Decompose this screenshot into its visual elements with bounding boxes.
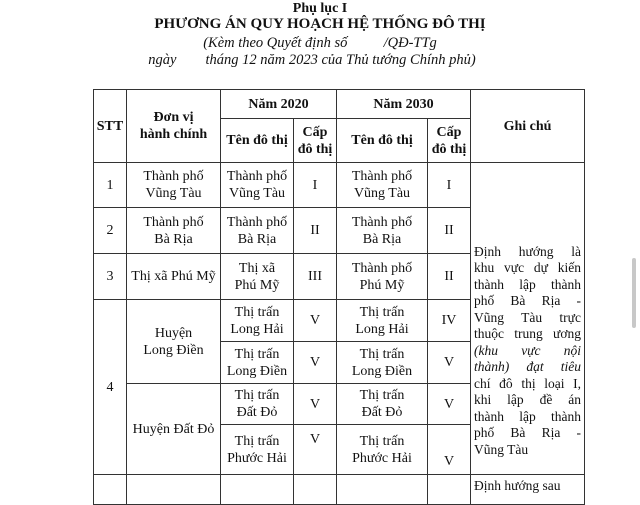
table-row: Thị trấn Long Điền V Thị trấn Long Điền V — [94, 342, 585, 384]
header-note: Ghi chú — [471, 90, 585, 163]
date-prefix: ngày — [148, 52, 177, 68]
table-row: Thị trấn Phước Hải V Thị trấn Phước Hải V — [94, 425, 585, 475]
decision-suffix: /QĐ-TTg — [383, 35, 437, 51]
header-stt: STT — [94, 90, 127, 163]
header-name-2030: Tên đô thị — [337, 119, 428, 163]
header-year-2030: Năm 2030 — [337, 90, 471, 119]
table-row — [94, 475, 585, 505]
decision-prefix: (Kèm theo Quyết định số — [203, 35, 348, 51]
date-text: tháng 12 năm 2023 của Thủ tướng Chính phủ) — [205, 52, 476, 68]
header-name-2020: Tên đô thị — [221, 119, 294, 163]
next-note-cell: Định hướng sau — [471, 475, 585, 505]
annex-label: Phụ lục I — [292, 1, 348, 16]
decision-reference — [0, 35, 640, 52]
decision-date — [0, 52, 632, 69]
scrollbar-thumb[interactable] — [632, 258, 636, 328]
table-row: 2 Thành phố Bà Rịa Thành phố Bà Rịa II Thành phố Bà Rịa II — [94, 208, 585, 254]
table-row: 1 Thành phố Vũng Tàu Thành phố Vũng Tàu I Thành phố Vũng Tàu I Định hướng là khu vực dự kiến thành lập thành phố Bà Rịa - Vũng Tàu trực thuộc trung ương (khu vực nội thành) đạt tiêu chí đô thị loại I, khi lập đề án thành lập thành phố Bà Rịa - Vũng Tàu — [94, 163, 585, 208]
header-level-2030: Cấp đô thị — [428, 119, 471, 163]
header-admin-unit: Đơn vị hành chính — [127, 90, 221, 163]
table-row: 4 Huyện Long Điền Thị trấn Long Hải V Thị trấn Long Hải IV — [94, 300, 585, 342]
note-cell: Định hướng là khu vực dự kiến thành lập thành phố Bà Rịa - Vũng Tàu trực thuộc trung ương (khu vực nội thành) đạt tiêu chí đô thị loại I, khi lập đề án thành lập thành phố Bà Rịa - Vũng Tàu — [471, 163, 585, 475]
header-level-2020: Cấp đô thị — [294, 119, 337, 163]
header-year-2020: Năm 2020 — [221, 90, 337, 119]
table-row: 3 Thị xã Phú Mỹ Thị xã Phú Mỹ III Thành phố Phú Mỹ II — [94, 254, 585, 300]
document-title: PHƯƠNG ÁN QUY HOẠCH HỆ THỐNG ĐÔ THỊ — [154, 16, 486, 32]
table-row: Huyện Đất Đỏ Thị trấn Đất Đỏ V Thị trấn Đất Đỏ V — [94, 384, 585, 425]
urban-system-table — [93, 89, 585, 505]
